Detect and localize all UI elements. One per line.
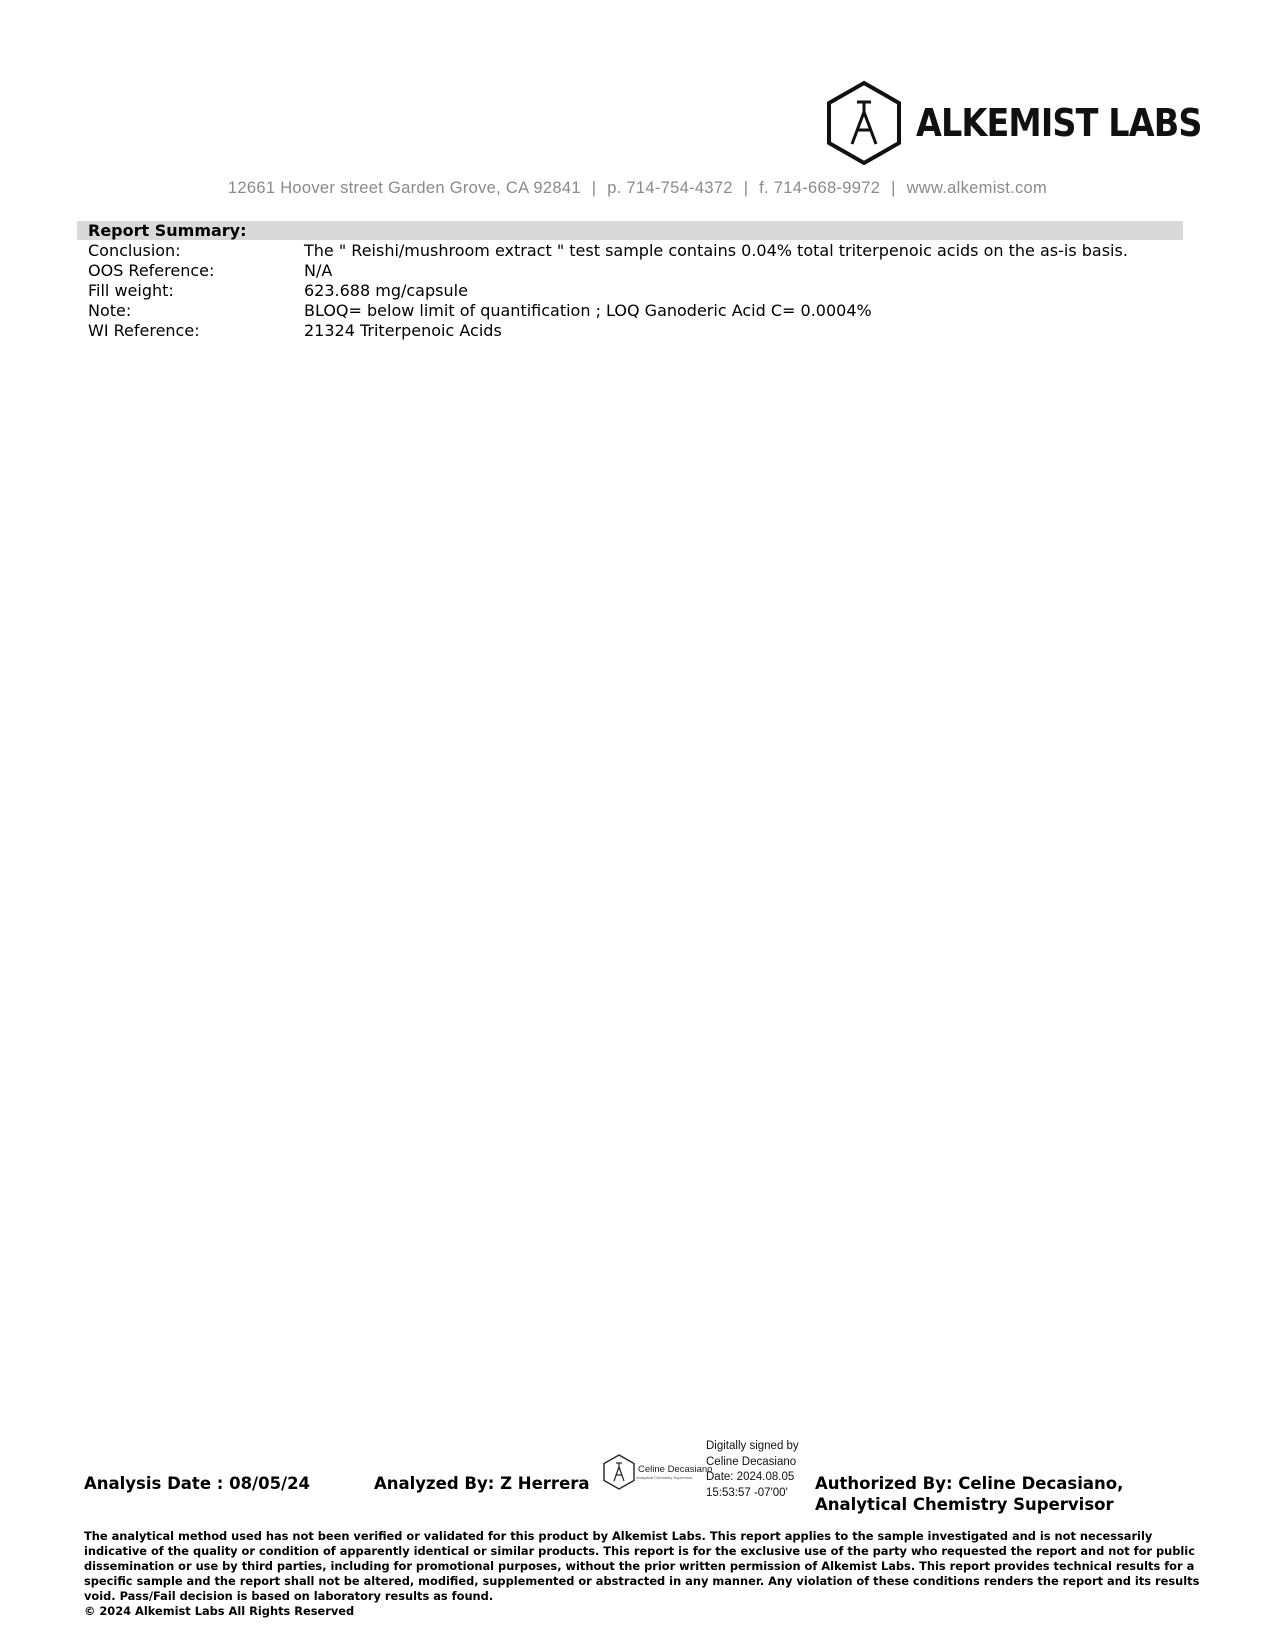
summary-row-fill-weight: [88, 281, 1178, 301]
authorized-by-title: Analytical Chemistry Supervisor: [815, 1495, 1114, 1514]
company-fax: f. 714-668-9972: [759, 179, 881, 197]
summary-label: Fill weight:: [88, 281, 174, 300]
summary-title: Report Summary:: [88, 221, 247, 240]
logo-wordmark: ALKEMIST LABS: [916, 101, 1202, 145]
disclaimer: [84, 1529, 1202, 1619]
summary-value: 623.688 mg/capsule: [304, 281, 468, 300]
digital-signature-line: Date: 2024.08.05: [706, 1471, 795, 1483]
summary-value: The " Reishi/mushroom extract " test sample contains 0.04% total triterpenoic acids on the as-is basis.: [304, 241, 1128, 260]
stamp-signer-name: Celine Decasiano: [638, 1463, 713, 1475]
company-address: 12661 Hoover street Garden Grove, CA 92841: [227, 179, 581, 197]
stamp-signer-title: Analytical Chemistry Supervisor: [636, 1474, 693, 1480]
signature-hexagon-icon: [602, 1453, 636, 1491]
summary-value: 21324 Triterpenoic Acids: [304, 321, 502, 340]
company-phone: p. 714-754-4372: [607, 179, 733, 197]
company-contact-line: [0, 179, 1275, 198]
digital-signature-line: Digitally signed by: [706, 1440, 799, 1452]
separator: |: [891, 179, 896, 197]
digital-signature-line: 15:53:57 -07'00': [706, 1486, 788, 1499]
authorized-by-name: Authorized By: Celine Decasiano,: [815, 1474, 1124, 1493]
signature-stamp: [602, 1452, 712, 1492]
separator: |: [743, 179, 749, 197]
summary-label: Note:: [88, 301, 132, 320]
analysis-date: Analysis Date : 08/05/24: [84, 1474, 311, 1493]
summary-row-oos-reference: [88, 261, 1178, 281]
summary-value: BLOQ= below limit of quantification ; LOQ Ganoderic Acid C= 0.0004%: [304, 301, 872, 320]
company-logo: [826, 80, 1240, 166]
alkemist-hexagon-logo-icon: [826, 80, 902, 166]
company-website: www.alkemist.com: [906, 179, 1048, 197]
summary-row-note: [88, 301, 1178, 321]
digital-signature-line: Celine Decasiano: [706, 1455, 797, 1468]
disclaimer-text: The analytical method used has not been verified or validated for this product by Alkemist Labs. This report applies to the sample investigated and is not necessarily indicative of the quality or condition of apparently identical or similar products. This report is for the exclusive use of the party who requested the report and not for public dissemination or use by third parties, including for promotional purposes, without the prior written permission of Alkemist Labs. This report provides technical results for a specific sample and the report shall not be altered, modified, supplemented or abstracted in any manner. Any violation of these conditions renders the report and its results void. Pass/Fail decision is based on laboratory results as found.: [84, 1529, 1200, 1603]
summary-row-conclusion: [88, 241, 1178, 261]
analyzed-by: Analyzed By: Z Herrera: [374, 1474, 590, 1493]
copyright-notice: © 2024 Alkemist Labs All Rights Reserved: [84, 1604, 355, 1618]
summary-value: N/A: [304, 261, 333, 280]
summary-table: [88, 241, 1178, 341]
authorized-by: [815, 1473, 1123, 1515]
summary-label: WI Reference:: [88, 321, 200, 340]
separator: |: [591, 179, 597, 197]
summary-row-wi-reference: [88, 321, 1178, 341]
summary-label: OOS Reference:: [88, 261, 215, 280]
digital-signature-block: [706, 1439, 799, 1501]
summary-label: Conclusion:: [88, 241, 181, 260]
